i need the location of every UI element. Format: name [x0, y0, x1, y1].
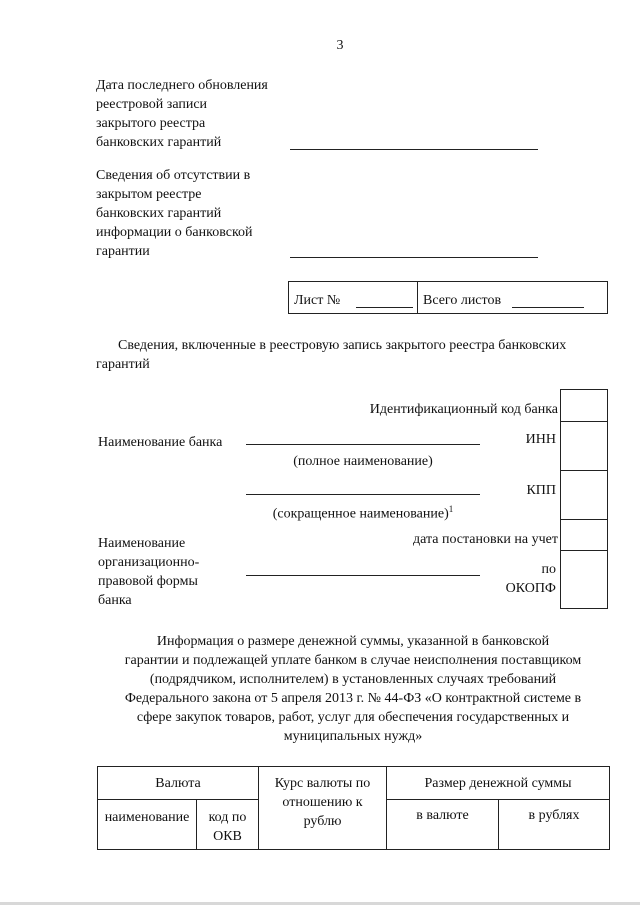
okopf-label	[490, 560, 556, 598]
paragraph-line: муниципальных нужд»	[283, 729, 423, 744]
org-form-label	[98, 534, 258, 610]
absence-info-field[interactable]	[290, 257, 538, 258]
okopf-cell[interactable]	[560, 550, 608, 609]
label-line: банковских гарантий	[96, 206, 222, 221]
rate-header	[259, 767, 387, 850]
paragraph-line: (подрядчиком, исполнителем) в установленных случаях требований	[149, 672, 557, 687]
registration-date-cell[interactable]	[560, 519, 608, 551]
section-heading	[96, 336, 616, 374]
heading-line: Сведения, включенные в реестровую запись закрытого реестра банковских	[118, 338, 567, 353]
registration-date-label: дата постановки на учет	[412, 532, 558, 547]
currency-header: Валюта	[98, 767, 259, 800]
short-name-caption	[246, 500, 480, 524]
kpp-label: КПП	[526, 483, 556, 498]
label-line: организационно-	[98, 555, 200, 570]
label-line: банка	[98, 593, 132, 608]
bank-id-code-label: Идентификационный код банка	[369, 402, 558, 417]
label-line: Наименование	[98, 536, 186, 551]
label-line: закрытом реестре	[96, 187, 202, 202]
label-line: банковских гарантий	[96, 135, 222, 150]
amount-table	[97, 766, 610, 850]
currency-code-col	[197, 800, 259, 850]
kpp-cell[interactable]	[560, 470, 608, 520]
label-line: гарантии	[96, 244, 150, 259]
header-line: ОКВ	[213, 829, 242, 844]
bank-short-name-field[interactable]	[246, 494, 480, 495]
label-line: по	[541, 562, 556, 577]
label-line: закрытого реестра	[96, 116, 206, 131]
last-update-date-field[interactable]	[290, 149, 538, 150]
paragraph-line: гарантии и подлежащей уплате банком в случае неисполнения поставщиком	[124, 653, 582, 668]
inn-label: ИНН	[525, 432, 556, 447]
inn-cell[interactable]	[560, 421, 608, 471]
bank-name-label: Наименование банка	[98, 435, 223, 450]
label-line: информации о банковской	[96, 225, 253, 240]
last-update-date-label	[96, 76, 296, 152]
bank-full-name-field[interactable]	[246, 444, 480, 445]
amount-header: Размер денежной суммы	[387, 767, 610, 800]
heading-line: гарантий	[96, 357, 150, 372]
header-line: рублю	[303, 814, 342, 829]
currency-name-col: наименование	[98, 800, 197, 850]
total-sheets-field[interactable]	[512, 307, 584, 308]
label-line: Дата последнего обновления	[96, 78, 268, 93]
paragraph-line: Федерального закона от 5 апреля 2013 г. № 44-ФЗ «О контрактной системе в	[124, 691, 582, 706]
label-line: правовой формы	[98, 574, 198, 589]
header-line: Курс валюты по	[274, 776, 371, 791]
page-number: 3	[336, 38, 344, 53]
sheet-number-label: Лист №	[294, 293, 341, 308]
sheet-box-divider	[417, 281, 418, 314]
header-line: отношению к	[282, 795, 363, 810]
absence-info-label	[96, 166, 296, 261]
org-form-field[interactable]	[246, 575, 480, 576]
footnote-mark: 1	[448, 504, 454, 514]
sheet-number-field[interactable]	[356, 307, 413, 308]
in-rubles-col: в рублях	[499, 800, 610, 850]
in-currency-col: в валюте	[387, 800, 499, 850]
paragraph-line: Информация о размере денежной суммы, указанной в банковской	[156, 634, 550, 649]
total-sheets-label: Всего листов	[423, 293, 502, 308]
label-line: ОКОПФ	[505, 581, 556, 596]
amount-info-paragraph	[80, 632, 626, 746]
bank-id-code-cell[interactable]	[560, 389, 608, 422]
full-name-caption: (полное наименование)	[293, 454, 433, 469]
short-name-caption-text: (сокращенное наименование)	[272, 506, 449, 522]
label-line: реестровой записи	[96, 97, 208, 112]
paragraph-line: сфере закупок товаров, работ, услуг для обеспечения государственных и	[136, 710, 570, 725]
header-line: код по	[208, 810, 247, 825]
label-line: Сведения об отсутствии в	[96, 168, 251, 183]
